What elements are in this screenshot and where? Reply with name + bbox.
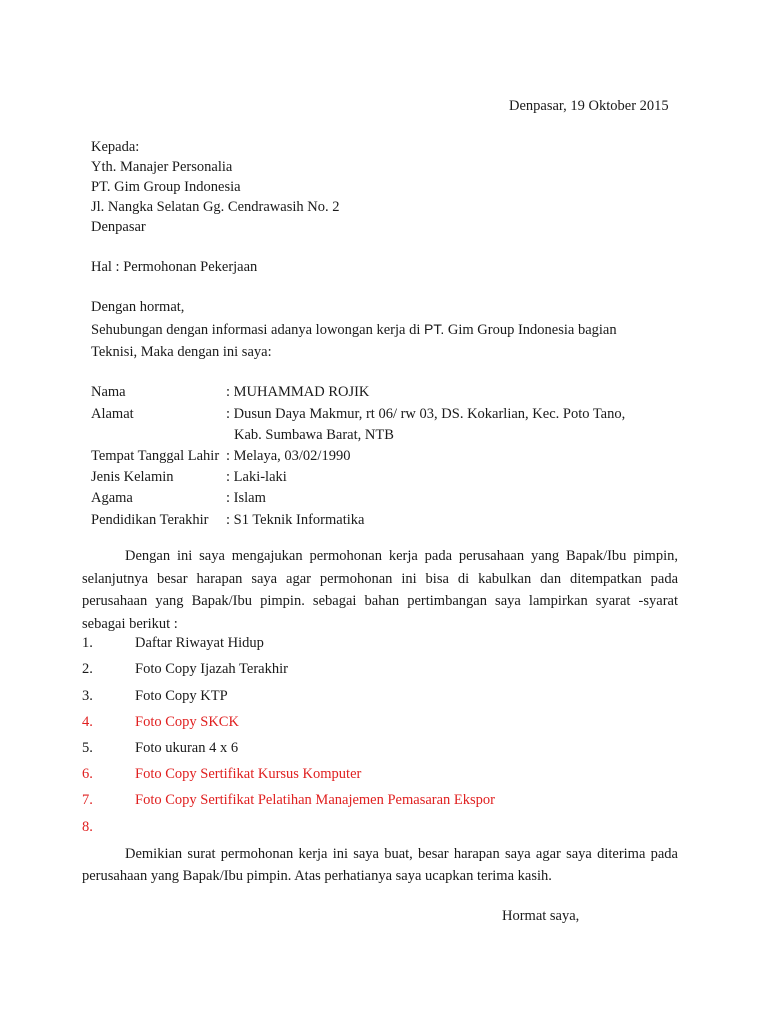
field-label-agama: Agama xyxy=(91,490,133,506)
recipient-city: Denpasar xyxy=(91,219,146,235)
attachment-num-7: 7. xyxy=(82,792,93,808)
field-value-alamat: : Dusun Daya Makmur, rt 06/ rw 03, DS. Kokarlian, Kec. Poto Tano, xyxy=(226,406,626,422)
field-value-ttl: : Melaya, 03/02/1990 xyxy=(226,448,351,464)
attachment-item-3: Foto Copy KTP xyxy=(135,688,228,704)
field-label-alamat: Alamat xyxy=(91,406,134,422)
field-value-jenis-kelamin: : Laki-laki xyxy=(226,469,287,485)
signoff: Hormat saya, xyxy=(502,908,580,924)
attachment-item-2: Foto Copy Ijazah Terakhir xyxy=(135,661,288,677)
field-value-nama: : MUHAMMAD ROJIK xyxy=(226,384,370,400)
letter-subject: Hal : Permohonan Pekerjaan xyxy=(91,259,258,275)
attachment-num-4: 4. xyxy=(82,714,93,730)
attachment-num-8: 8. xyxy=(82,819,93,835)
attachment-item-5: Foto ukuran 4 x 6 xyxy=(135,740,239,756)
attachment-item-7: Foto Copy Sertifikat Pelatihan Manajemen Pemasaran Ekspor xyxy=(135,792,496,808)
intro-company-pt: PT. xyxy=(424,321,445,337)
letter-date: Denpasar, 19 Oktober 2015 xyxy=(509,98,669,114)
field-value-agama: : Islam xyxy=(226,490,266,506)
intro-part1: Sehubungan dengan informasi adanya lowongan kerja di xyxy=(91,322,425,338)
recipient-street: Jl. Nangka Selatan Gg. Cendrawasih No. 2 xyxy=(91,199,340,215)
field-label-jenis-kelamin: Jenis Kelamin xyxy=(91,469,174,485)
recipient-to: Kepada: xyxy=(91,139,140,155)
attachment-num-3: 3. xyxy=(82,688,93,704)
attachment-num-2: 2. xyxy=(82,661,93,677)
letter-greeting: Dengan hormat, xyxy=(91,299,185,315)
attachment-num-6: 6. xyxy=(82,766,93,782)
intro-part2: Gim Group Indonesia bagian Teknisi, Maka dengan ini saya: xyxy=(91,322,617,360)
attachment-item-1: Daftar Riwayat Hidup xyxy=(135,635,264,651)
attachment-num-5: 5. xyxy=(82,740,93,756)
intro-paragraph xyxy=(91,318,651,363)
attachment-num-1: 1. xyxy=(82,635,93,651)
attachment-item-4: Foto Copy SKCK xyxy=(135,714,239,730)
field-value-pendidikan: : S1 Teknik Informatika xyxy=(226,512,365,528)
recipient-company: PT. Gim Group Indonesia xyxy=(91,179,241,195)
attachment-item-6: Foto Copy Sertifikat Kursus Komputer xyxy=(135,766,362,782)
field-label-ttl: Tempat Tanggal Lahir xyxy=(91,448,220,464)
field-label-nama: Nama xyxy=(91,384,126,400)
field-value-alamat-cont: Kab. Sumbawa Barat, NTB xyxy=(234,427,394,443)
closing-paragraph: Demikian surat permohonan kerja ini saya buat, besar harapan saya agar saya diterima pada perusahaan yang Bapak/Ibu pimpin. Atas perhatianya saya ucapkan terima kasih. xyxy=(82,846,678,884)
field-label-pendidikan: Pendidikan Terakhir xyxy=(91,512,209,528)
body-paragraph: Dengan ini saya mengajukan permohonan kerja pada perusahaan yang Bapak/Ibu pimpin, selanjutnya besar harapan saya agar permohonan ini bisa di kabulkan dan ditempatkan pada perusahaan yang Bapak/Ibu pimpin. sebagai bahan pertimbangan saya lampirkan syarat -syarat sebagai berikut : xyxy=(82,548,678,632)
recipient-title: Yth. Manajer Personalia xyxy=(91,159,233,175)
